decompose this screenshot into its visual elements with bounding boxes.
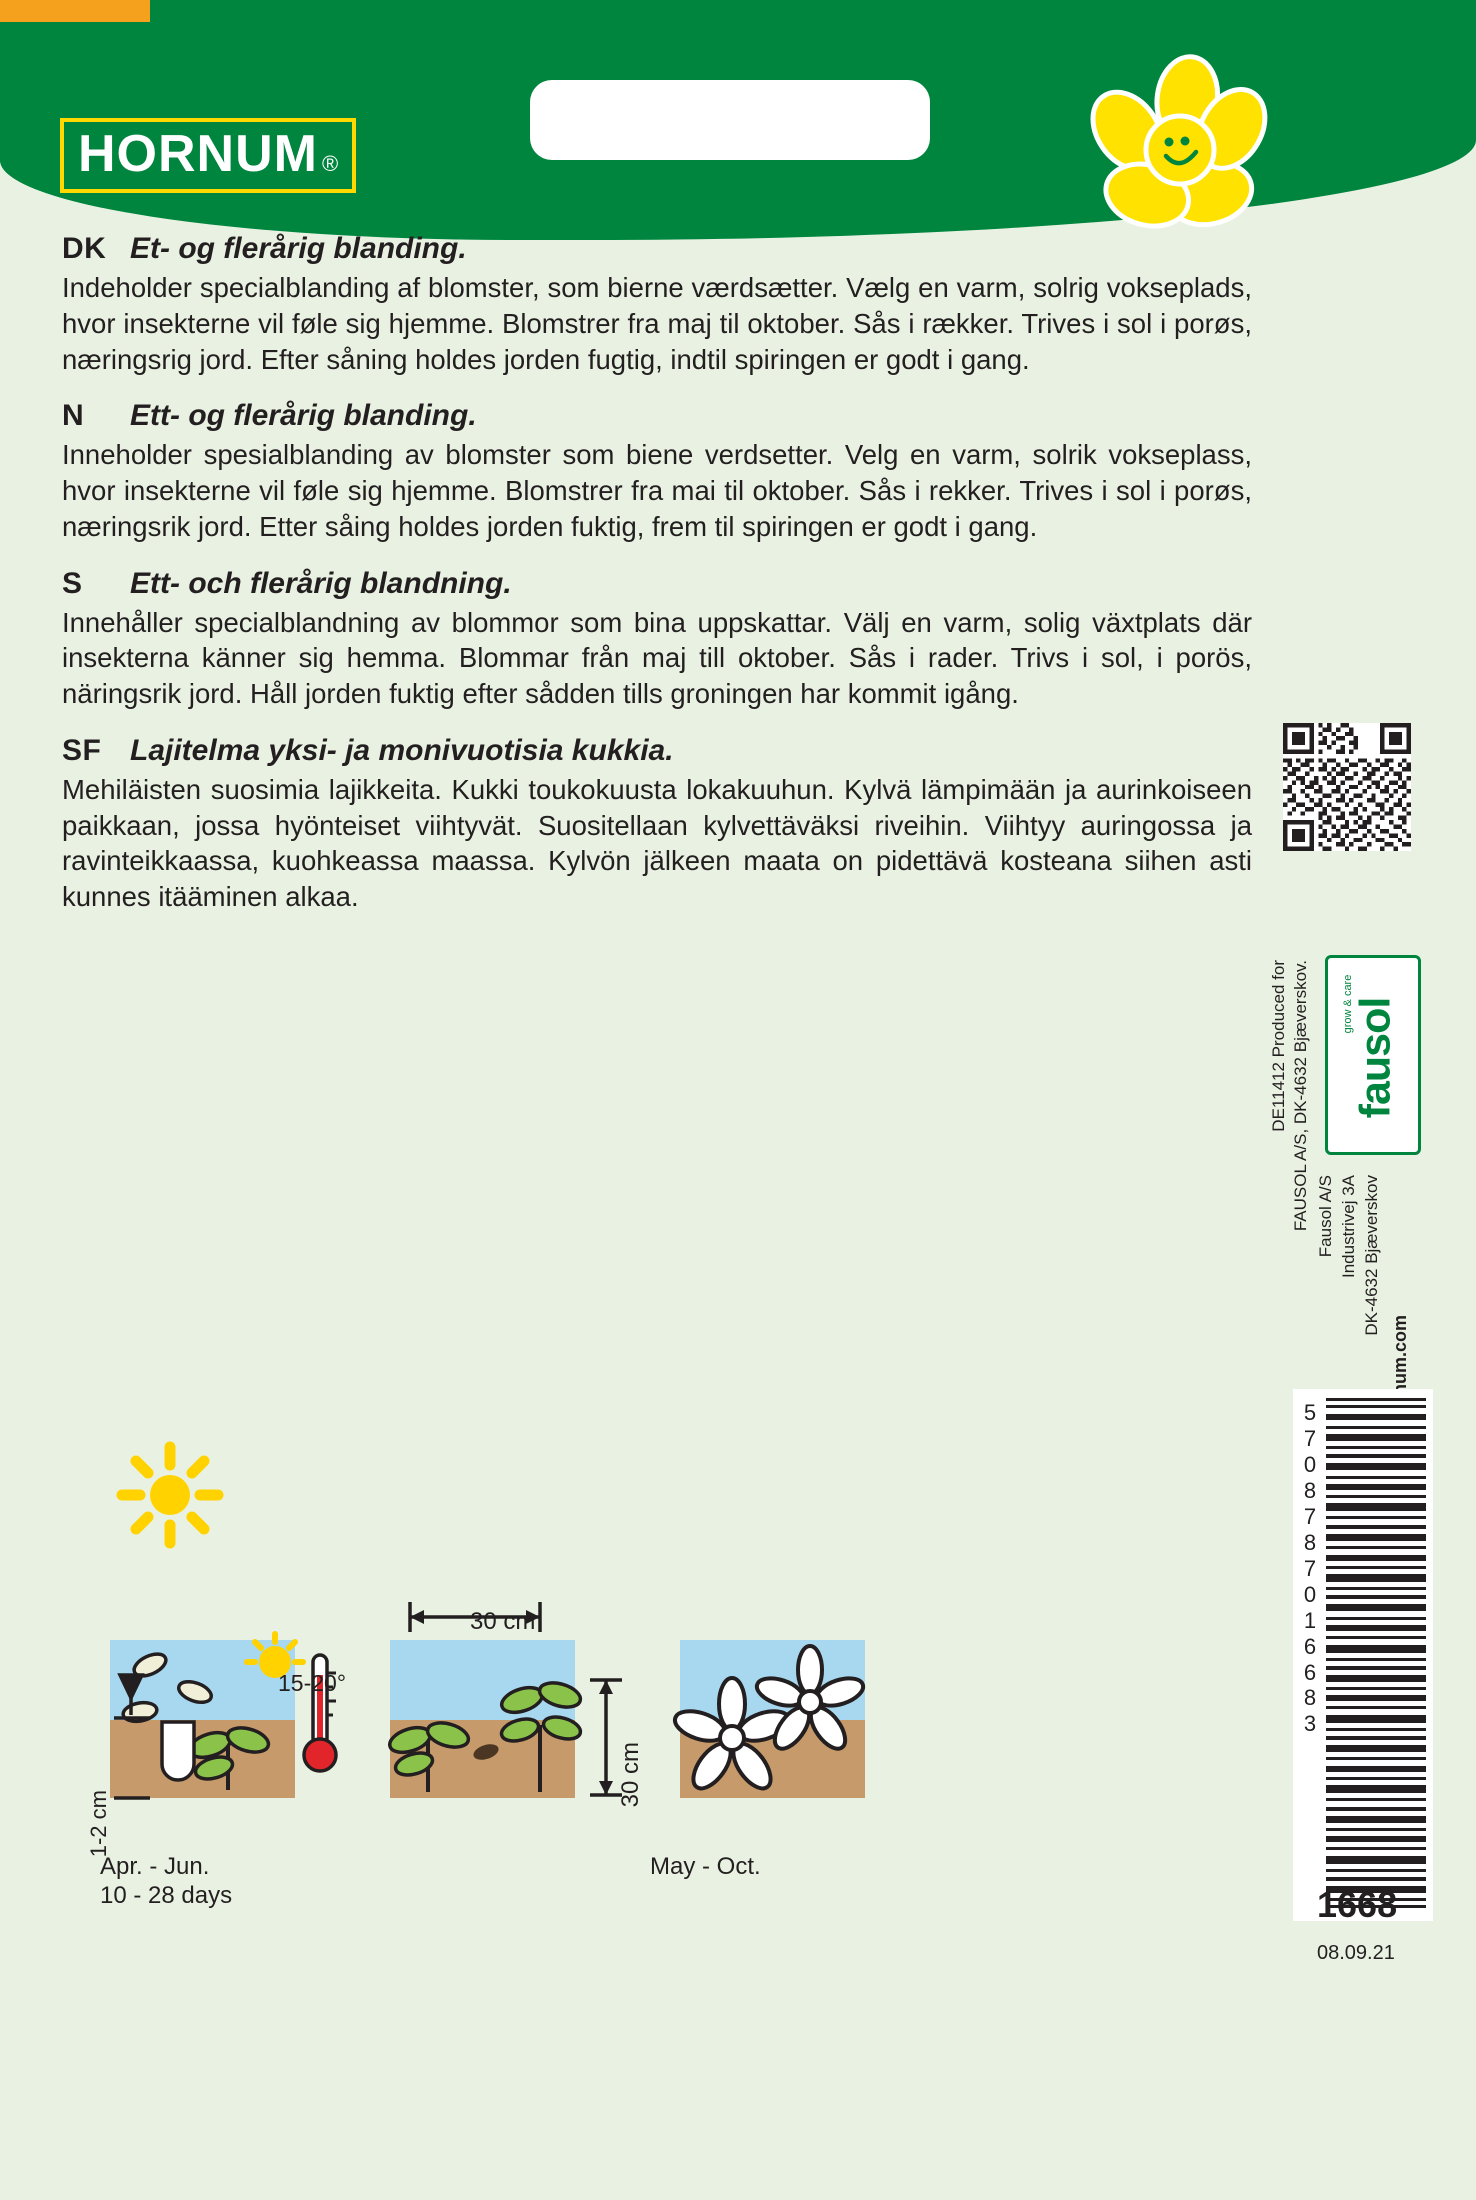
spacing-top-label: 30 cm — [470, 1608, 536, 1635]
legal-text-line-2: FAUSOL A/S, DK-4632 Bjæverskov. — [1291, 960, 1310, 1232]
language-code: SF — [62, 733, 102, 767]
fausol-logo — [1325, 955, 1421, 1155]
spacing-side-label: 30 cm — [617, 1742, 644, 1808]
block-title: Lajitelma yksi- ja monivuotisia kukkia. — [130, 733, 674, 767]
sun-icon — [122, 1447, 218, 1543]
packing-date: 08.09.21 — [1317, 1942, 1395, 1964]
qr-code-icon — [1283, 723, 1411, 851]
block-heading — [62, 567, 1252, 601]
legal-text-line-1: DE11412 Produced for — [1269, 960, 1288, 1132]
bloom-period-caption — [650, 1852, 761, 1881]
fausol-tagline: grow & care — [1342, 974, 1354, 1034]
barcode-digits — [1299, 1400, 1321, 1737]
barcode-digit: 7 — [1303, 1503, 1317, 1529]
barcode-digit: 0 — [1303, 1451, 1317, 1477]
daisy-flower-icon — [1080, 50, 1280, 250]
barcode-digit: 8 — [1303, 1477, 1317, 1503]
barcode-digit: 0 — [1303, 1581, 1317, 1607]
barcode-digit: 6 — [1303, 1659, 1317, 1685]
block-text: Innehåller specialblandning av blommor som bina uppskattar. Välj en varm, solig växtplats där insekterna känner sig hemma. Blommar från maj till oktober. Sås i rader. Trivs i sol, i porös, näringsrik jord. Håll jorden fuktig efter sådden tills groningen har kommit igång. — [62, 606, 1252, 709]
barcode-icon — [1326, 1398, 1426, 1910]
picto-flowering — [671, 1640, 866, 1798]
barcode-digit: 7 — [1303, 1555, 1317, 1581]
block-title: Ett- og flerårig blanding. — [130, 399, 477, 433]
brand-name: HORNUM — [78, 125, 318, 183]
temperature-label: 15-20° — [278, 1670, 347, 1696]
brand-logo — [60, 118, 356, 193]
language-code: DK — [62, 232, 107, 265]
description-block-s — [62, 567, 1252, 712]
sowing-months: Apr. - Jun. — [100, 1853, 210, 1880]
block-title: Ett- och flerårig blandning. — [130, 566, 512, 600]
hang-hole-tab — [530, 80, 930, 160]
barcode-digit: 5 — [1303, 1400, 1317, 1425]
sowing-period-caption — [100, 1852, 232, 1911]
bloom-months: May - Oct. — [650, 1853, 761, 1880]
fausol-logo-inner — [1328, 958, 1424, 1158]
picto-sowing — [110, 1634, 303, 1798]
description-block-dk — [62, 232, 1252, 377]
barcode-digit: 7 — [1303, 1425, 1317, 1451]
description-blocks — [62, 232, 1252, 937]
registered-mark: ® — [321, 151, 339, 176]
block-text: Inneholder spesialblanding av blomster som biene verdsetter. Velg en varm, solrik vokseplass, hvor insekterne vil føle sig hjemme. Blomstrer fra mai til oktober. Sås i rekker. Trives i sol i porøs, næringsrik jord. Etter såing holdes jorden fuktig, frem til spiringen er godt i gang. — [62, 439, 1252, 542]
producer-address-line-2: Industrivej 3A — [1339, 1175, 1358, 1278]
barcode-digit: 1 — [1303, 1607, 1317, 1633]
block-heading — [62, 734, 1252, 768]
barcode-digit: 8 — [1303, 1529, 1317, 1555]
language-code: S — [62, 566, 83, 600]
producer-address-line-3: DK-4632 Bjæverskov — [1362, 1175, 1381, 1336]
sowing-depth-label: 1-2 cm — [86, 1790, 111, 1858]
germination-days: 10 - 28 days — [100, 1882, 233, 1910]
description-block-sf — [62, 734, 1252, 915]
block-heading — [62, 399, 1252, 433]
block-text: Indeholder specialblanding af blomster, som bierne værdsætter. Vælg en varm, solrig vokseplads, hvor insekterne vil føle sig hjemme. Blomstrer fra maj til oktober. Sås i rækker. Trives i sol i porøs, næringsrig jord. Efter såning holdes jorden fugtig, indtil spiringen er godt i gang. — [62, 272, 1252, 375]
block-title: Et- og flerårig blanding. — [130, 232, 467, 265]
producer-address-line-1: Fausol A/S — [1316, 1175, 1335, 1258]
block-heading — [62, 232, 1252, 266]
barcode-digit: 6 — [1303, 1633, 1317, 1659]
block-text: Mehiläisten suosimia lajikkeita. Kukki toukokuusta lokakuuhun. Kylvä lämpimään ja aurinkoiseen paikkaan, jossa hyönteiset viihtyvät. Suositellaan kylvettäväksi riveihin. Viihtyy auringossa ja ravinteikkaassa, kuohkeassa maassa. Kylvön jälkeen maata on pidettävä kosteana siihen asti kunnes itääminen alkaa. — [62, 773, 1252, 912]
orange-corner-accent — [0, 0, 150, 22]
language-code: N — [62, 399, 85, 433]
barcode-digit: 3 — [1303, 1711, 1317, 1737]
article-number: 1668 — [1317, 1884, 1398, 1925]
description-block-n — [62, 399, 1252, 544]
fausol-wordmark: fausol — [1351, 997, 1400, 1119]
barcode-digit: 8 — [1303, 1685, 1317, 1711]
